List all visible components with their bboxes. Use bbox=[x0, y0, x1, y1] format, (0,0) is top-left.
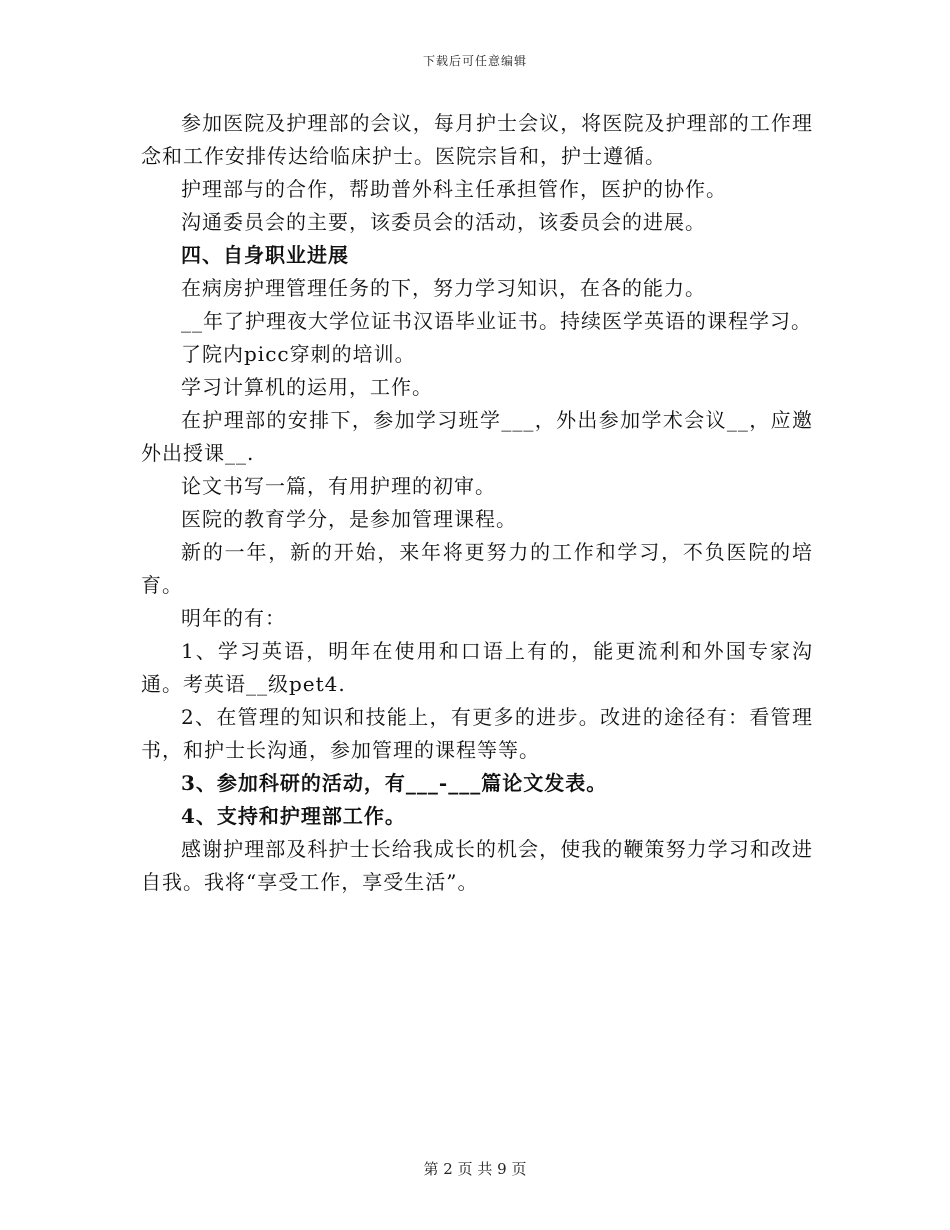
paragraph-11: 医院的教育学分，是参加管理课程。 bbox=[181, 507, 517, 531]
paragraph-7: 了院内picc穿刺的培训。 bbox=[181, 342, 416, 366]
paragraph-13: 明年的有： bbox=[181, 606, 286, 630]
paragraph-6: __年了护理夜大学位证书汉语毕业证书。持续医学英语的课程学习。 bbox=[181, 309, 812, 333]
paragraph-3: 沟通委员会的主要，该委员会的活动，该委员会的进展。 bbox=[181, 210, 706, 234]
section-heading-4: 四、自身职业进展 bbox=[181, 243, 349, 267]
list-item-2: 2、在管理的知识和技能上，有更多的进步。改进的途径有：看管理书，和护士长沟通，参加管理的课程等等。 bbox=[141, 705, 813, 762]
paragraph-12: 新的一年，新的开始，来年将更努力的工作和学习，不负医院的培育。 bbox=[141, 540, 813, 597]
paragraph-8: 学习计算机的运用，工作。 bbox=[181, 375, 433, 399]
list-item-3: 3、参加科研的活动，有___-___篇论文发表。 bbox=[181, 771, 608, 795]
page-footer: 第 2 页 共 9 页 bbox=[423, 1160, 527, 1178]
paragraph-5: 在病房护理管理任务的下，努力学习知识，在各的能力。 bbox=[181, 276, 706, 300]
page-header: 下载后可任意编辑 bbox=[422, 54, 527, 68]
document-body bbox=[141, 107, 813, 899]
list-item-1: 1、学习英语，明年在使用和口语上有的，能更流利和外国专家沟通。考英语__级pet4. bbox=[141, 639, 813, 696]
list-item-4: 4、支持和护理部工作。 bbox=[181, 804, 406, 828]
paragraph-1: 参加医院及护理部的会议，每月护士会议，将医院及护理部的工作理念和工作安排传达给临床护士。医院宗旨和，护士遵循。 bbox=[141, 111, 813, 168]
paragraph-9: 在护理部的安排下，参加学习班学___，外出参加学术会议__，应邀外出授课__. bbox=[141, 408, 813, 465]
paragraph-closing: 感谢护理部及科护士长给我成长的机会，使我的鞭策努力学习和改进自我。我将“享受工作，享受生活”。 bbox=[141, 837, 813, 894]
paragraph-10: 论文书写一篇，有用护理的初审。 bbox=[181, 474, 496, 498]
paragraph-2: 护理部与的合作，帮助普外科主任承担管作，医护的协作。 bbox=[181, 177, 727, 201]
